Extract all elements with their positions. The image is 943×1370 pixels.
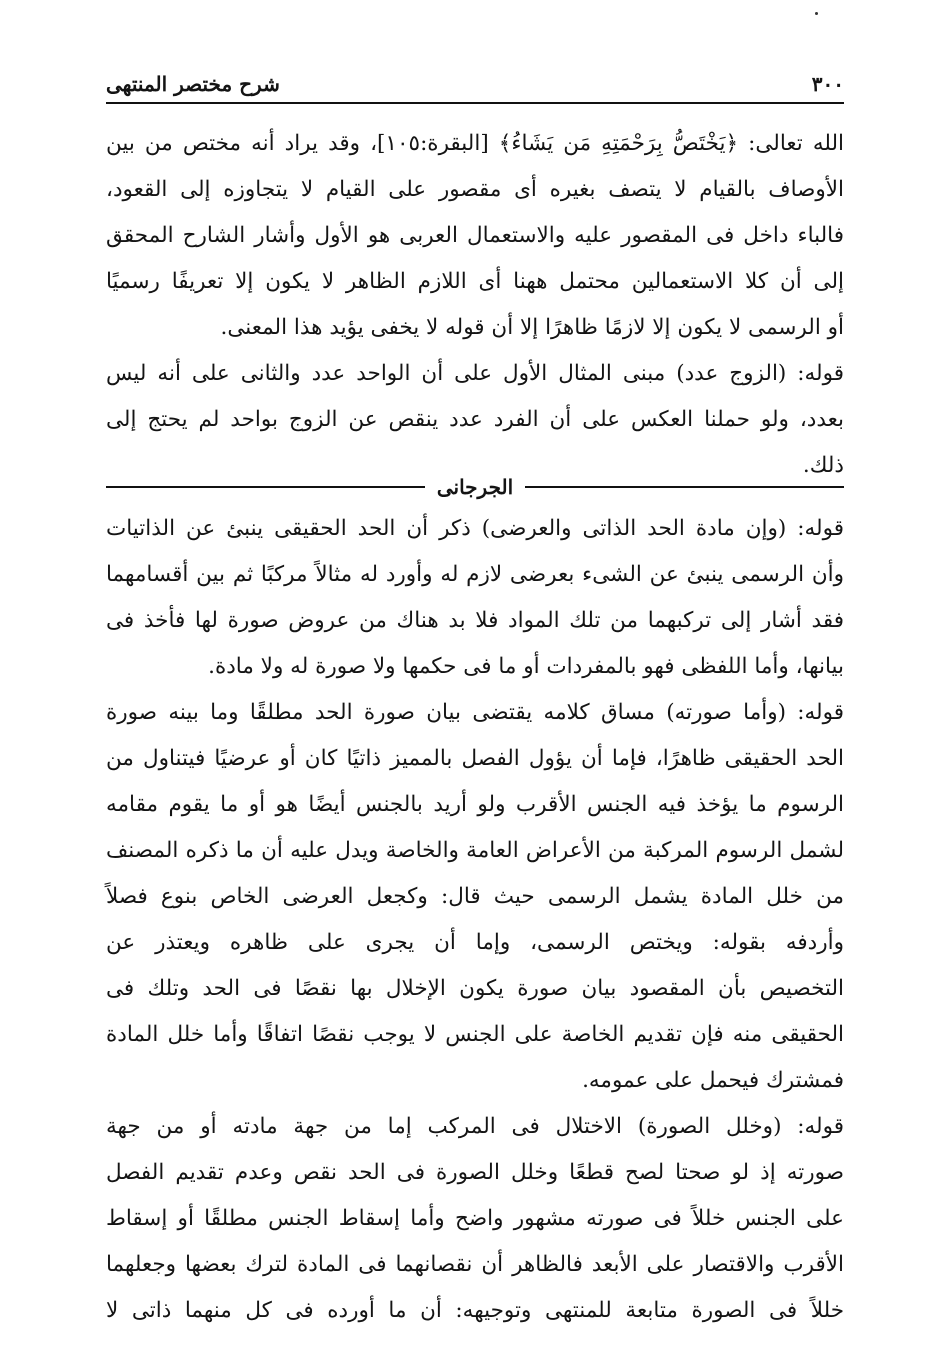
text-line: من خلل المادة يشمل الرسمى حيث قال: وكجعل العرضى الخاص بنوع فصلاً — [106, 884, 844, 909]
text-line: الأقرب والاقتصار على الأبعد فالظاهر أن نقصانهما فى المادة لترك بعضها وجعلهما — [106, 1252, 844, 1277]
text-line: قوله: (الزوج عدد) مبنى المثال الأول على أن الواحد عدد والثانى على أنه ليس — [106, 361, 844, 386]
text-line: خللاً فى الصورة متابعة للمنتهى وتوجيهه: أن ما أورده فى كل منهما ذاتى لا — [106, 1298, 844, 1323]
text-line: فمشترك فيحمل على عمومه. — [582, 1068, 844, 1093]
text-line: التخصيص بأن المقصود بيان صورة يكون الإخلال بها نقصًا فى الحد وتلك فى — [106, 976, 844, 1001]
text-line: فقد أشار إلى تركبهما من تلك المواد فلا بد هناك من عروض صورة لها فأخذ فى — [106, 608, 844, 633]
text-line: قوله: (وإن مادة الحد الذاتى والعرضى) ذكر أن الحد الحقيقى ينبئ عن الذاتيات — [106, 516, 844, 541]
divider-rule — [106, 486, 425, 488]
page-number: ٣٠٠ — [811, 72, 844, 96]
page-header — [106, 72, 844, 96]
text-line: صورته إذ لو صحتا لصح قطعًا وخلل الصورة فى الحد نقص وعدم تقديم الفصل — [106, 1160, 844, 1185]
ink-speck — [815, 12, 818, 15]
text-line: بعدد، ولو حملنا العكس على أن الفرد عدد ينقص عن الزوج بواحد لم يحتج إلى — [106, 407, 844, 432]
text-line: وأردفه بقوله: ويختص الرسمى، وإما أن يجرى على ظاهره ويعتذر عن — [106, 930, 844, 955]
divider-rule — [525, 486, 844, 488]
text-line: قوله: (وأما صورته) مساق كلامه يقتضى بيان صورة الحد مطلقًا وما بينه صورة — [106, 700, 844, 725]
text-line: ذلك. — [802, 453, 844, 478]
text-line: فالباء داخل فى المقصور عليه والاستعمال العربى هو الأول وأشار الشارح المحقق — [106, 223, 844, 248]
text-line: قوله: (وخلل الصورة) الاختلال فى المركب إما من جهة مادته أو من جهة — [106, 1114, 844, 1139]
text-line: الأوصاف بالقيام لا يتصف بغيره أى مقصور على القيام لا يتجاوزه إلى القعود، — [106, 177, 844, 202]
text-line: وأن الرسمى ينبئ عن الشىء بعرضى لازم له وأورد له مثالاً مركبًا ثم بين أقسامهما — [106, 562, 844, 587]
text-line: إلى أن كلا الاستعمالين محتمل ههنا أى اللازم الظاهر لا يكون إلا تعريفًا رسميًا — [106, 269, 844, 294]
section-divider — [106, 472, 844, 502]
text-line: الرسوم ما يؤخذ فيه الجنس الأقرب ولو أريد بالجنس أيضًا هو أو ما يقوم مقامه — [106, 792, 844, 817]
commentary-section — [106, 121, 844, 489]
running-title: شرح مختصر المنتهى — [106, 72, 280, 96]
text-line: الحد الحقيقى ظاهرًا، فإما أن يؤول الفصل بالمميز ذاتيًا كان أو عرضيًا فيتناول من — [106, 746, 844, 771]
text-line: على الجنس خللاً فى صورته مشهور واضح وأما إسقاط الجنس مطلقًا أو إسقاط — [106, 1206, 844, 1231]
text-line: أو الرسمى لا يكون إلا لازمًا ظاهرًا إلا أن قوله لا يخفى يؤيد هذا المعنى. — [220, 315, 844, 340]
text-line: بيانها، وأما اللفظى فهو بالمفردات أو ما فى حكمها ولا صورة له ولا مادة. — [208, 654, 844, 679]
text-line: الله تعالى: ﴿يَخْتَصُّ بِرَحْمَتِهِ مَن يَشَاءُ﴾ [البقرة:١٠٥]، وقد يراد أنه مختص من بين — [106, 131, 844, 156]
text-line: الحقيقى منه فإن تقديم الخاصة على الجنس لا يوجب نقصًا اتفاقًا وأما خلل المادة — [106, 1022, 844, 1047]
text-line: لشمل الرسوم المركبة من الأعراض العامة والخاصة ويدل عليه أن ما ذكره المصنف — [106, 838, 844, 863]
jurjani-section — [106, 506, 844, 1334]
header-rule — [106, 102, 844, 104]
divider-title: الجرجانى — [436, 475, 514, 499]
